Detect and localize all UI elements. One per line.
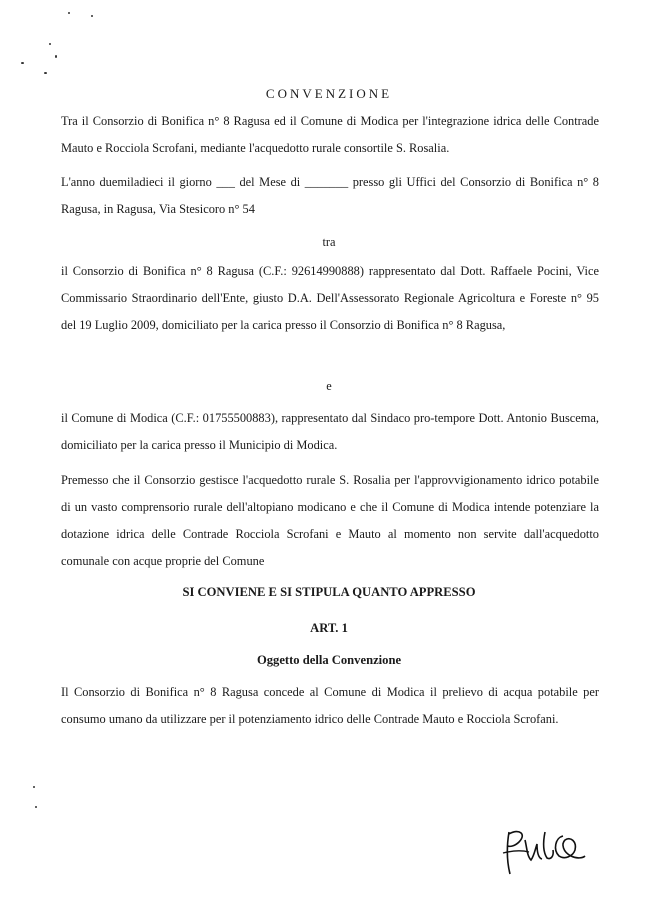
scan-speck (55, 55, 57, 58)
first-party-paragraph: il Consorzio di Bonifica n° 8 Ragusa (C.F.: 92614990888) rappresentato dal Dott. Raffaele Pocini, Vice Commissario Straordinario dell'Ente, giusto D.A. Dell'Assessorato Regionale Agricoltura e Foreste n° 95 del 19 Luglio 2009, domiciliato per la carica presso il Consorzio di Bonifica n° 8 Ragusa, (61, 264, 599, 332)
scan-speck (33, 786, 35, 788)
premise-paragraph: Premesso che il Consorzio gestisce l'acquedotto rurale S. Rosalia per l'approvvigionamento idrico potabile di un vasto comprensorio rurale dell'altopiano modicano e che il Comune di Modica intende potenziare la dotazione idrica delle Contrade Rocciola Scrofani e Mauto al momento non servite dall'acquedotto comunale con acque proprie del Comune (61, 473, 599, 568)
scan-speck (21, 62, 24, 64)
agreement-heading: SI CONVIENE E SI STIPULA QUANTO APPRESSO (182, 585, 476, 599)
scan-speck (49, 43, 51, 45)
article-text: Il Consorzio di Bonifica n° 8 Ragusa concede al Comune di Modica il prelievo di acqua potabile per consumo umano da utilizzare per il potenziamento idrico delle Contrade Mauto e Rocciola Scrofani. (61, 685, 599, 726)
scan-speck (35, 806, 37, 808)
handwritten-signature (497, 826, 587, 878)
article-title: Oggetto della Convenzione (256, 653, 402, 667)
and-label: e (326, 379, 332, 393)
scan-speck (91, 15, 93, 17)
second-party-paragraph: il Comune di Modica (C.F.: 01755500883), rappresentato dal Sindaco pro-tempore Dott. Antonio Buscema, domiciliato per la carica presso il Municipio di Modica. (61, 411, 599, 452)
intro-paragraph: Tra il Consorzio di Bonifica n° 8 Ragusa ed il Comune di Modica per l'integrazione idrica delle Contrade Mauto e Rocciola Scrofani, mediante l'acquedotto rurale consortile S. Rosalia. (61, 114, 599, 155)
document-title: CONVENZIONE (265, 86, 393, 101)
date-paragraph: L'anno duemiladieci il giorno ___ del Mese di _______ presso gli Uffici del Consorzio di Bonifica n° 8 Ragusa, in Ragusa, Via Stesicoro n° 54 (61, 175, 599, 216)
scan-speck (68, 12, 70, 14)
between-label: tra (322, 235, 336, 249)
article-number: ART. 1 (310, 621, 348, 635)
scan-speck (44, 72, 47, 74)
